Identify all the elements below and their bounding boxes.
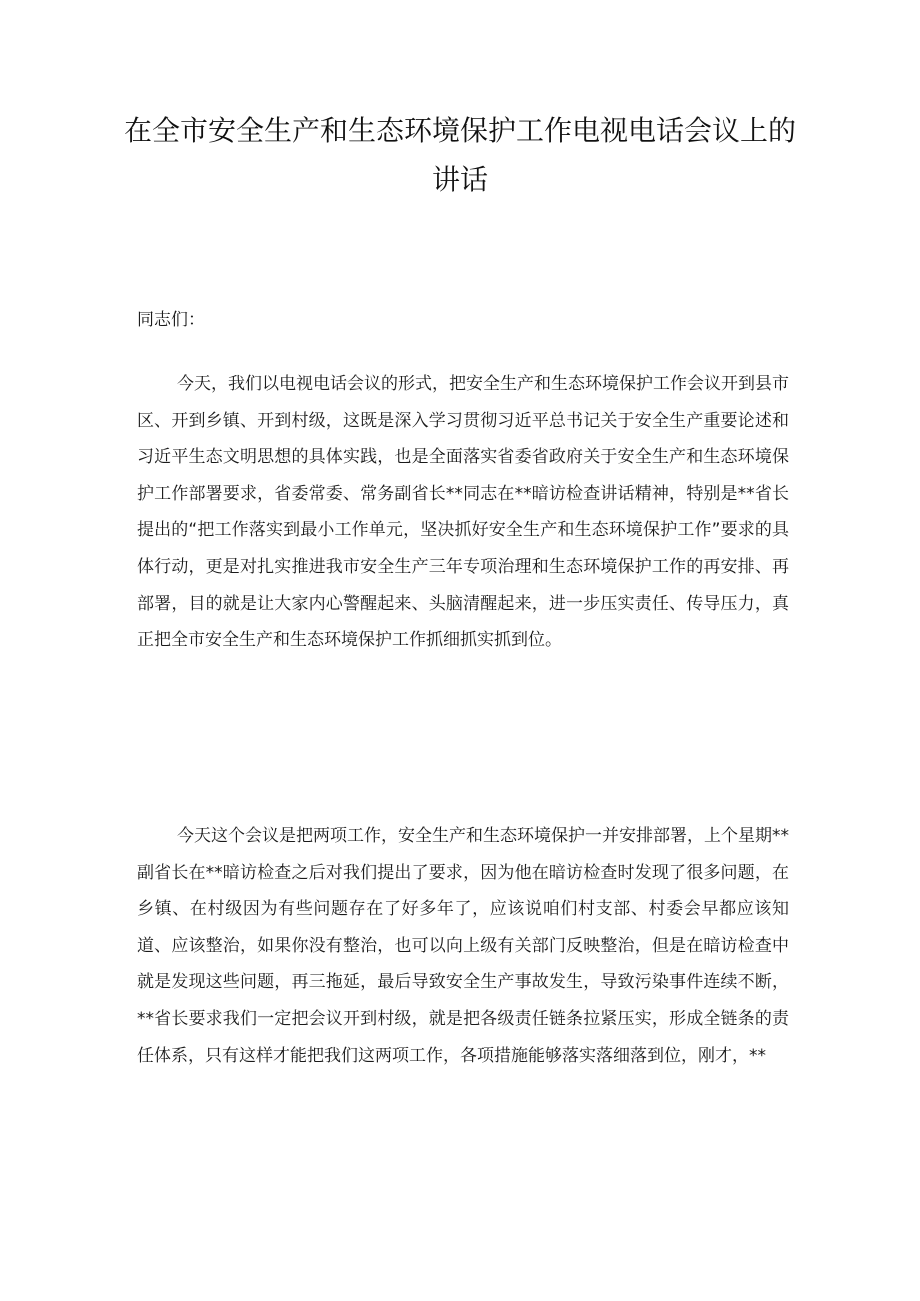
salutation: 同志们： — [137, 310, 205, 330]
body-paragraph: 今天，我们以电视电话会议的形式，把安全生产和生态环境保护工作会议开到县市区、开到乡镇、开到村级，这既是深入学习贯彻习近平总书记关于安全生产重要论述和习近平生态文明思想的具体实践，也是全面落实省委省政府关于安全生产和生态环境保护工作部署要求，省委常委、常务副省长**同志在**暗访检查讲话精神，特别是**省长提出的“把工作落实到最小工作单元，坚决抓好安全生产和生态环境保护工作”要求的具体行动，更是对扎实推进我市安全生产三年专项治理和生态环境保护工作的再安排、再部署，目的就是让大家内心警醒起来、头脑清醒起来，进一步压实责任、传导压力，真正把全市安全生产和生态环境保护工作抓细抓实抓到位。 — [137, 374, 789, 651]
document-title: 在全市安全生产和生态环境保护工作电视电话会议上的讲话 — [123, 114, 796, 196]
body-paragraph: 今天这个会议是把两项工作，安全生产和生态环境保护一并安排部署，上个星期**副省长在**暗访检查之后对我们提出了要求，因为他在暗访检查时发现了很多问题，在乡镇、在村级因为有些问题存在了好多年了，应该说咱们村支部、村委会早都应该知道、应该整治，如果你没有整治，也可以向上级有关部门反映整治，但是在暗访检查中就是发现这些问题，再三拖延，最后导致安全生产事故发生，导致污染事件连续不断，**省长要求我们一定把会议开到村级，就是把各级责任链条拉紧压实，形成全链条的责任体系，只有这样才能把我们这两项工作，各项措施能够落实落细落到位，刚才，** — [137, 826, 789, 1066]
